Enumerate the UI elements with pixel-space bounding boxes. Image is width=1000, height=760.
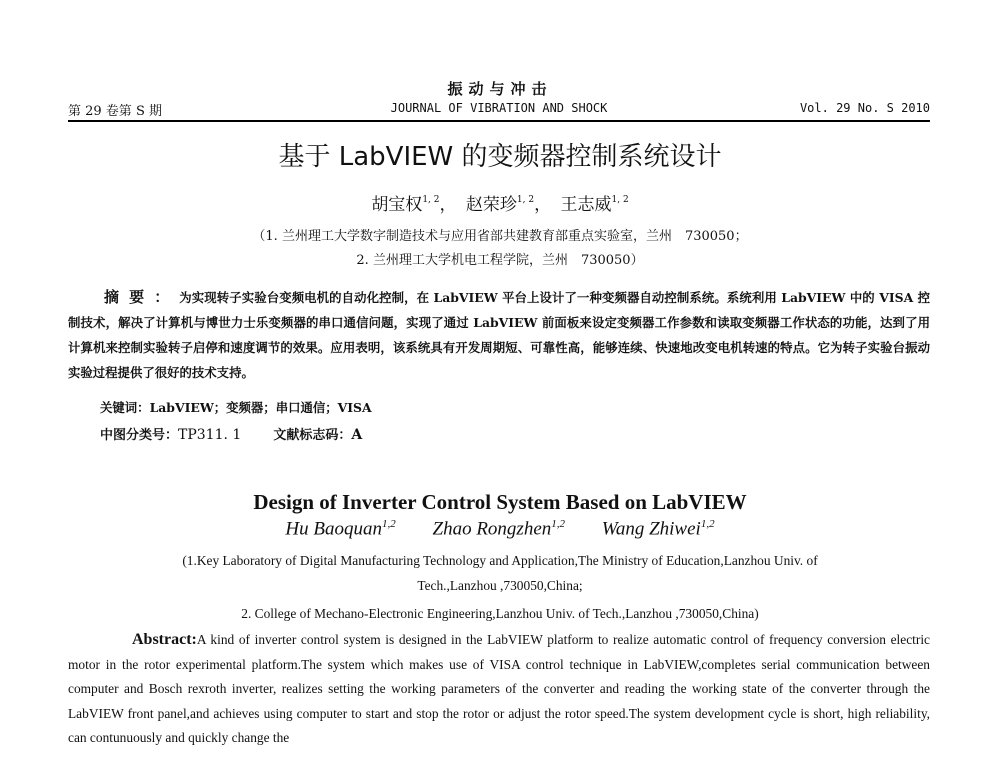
author-list-cn xyxy=(0,190,1000,215)
author-name: 赵荣珍 xyxy=(465,195,517,215)
author-name: 王志威 xyxy=(560,195,612,215)
author-affiliation-mark: 1,2 xyxy=(700,518,715,530)
abstract-text-cn: 为实现转子实验台变频电机的自动化控制，在 LabVIEW 平台上设计了一种变频器自动控制系统。系统利用 LabVIEW 中的 VISA 控制技术，解决了计算机与博世力士乐变频器的串口通信问题，实现了通过 LabVIEW 前面板来设定变频器工作参数和读取变频器工作状态的功能，达到了用计算机来控制实验转子启停和速度调节的效果。应用表明，该系统具有开发周期短、可靠性高，能够连续、快速地改变电机转速的特点。它为转子实验台振动实验过程提供了很好的技术支持。 xyxy=(68,290,930,380)
clc-value: TP311. 1 xyxy=(178,427,242,443)
author-name: Zhao Rongzhen xyxy=(432,518,552,540)
author-list-en xyxy=(0,518,1000,540)
affiliation-en-1b: Tech.,Lanzhou ,730050,China; xyxy=(417,578,583,593)
author-name: 胡宝权 xyxy=(371,195,423,215)
author-affiliation-mark: 1, 2 xyxy=(422,195,440,205)
affiliation-en-2: 2. College of Mechano-Electronic Engineering,Lanzhou Univ. of Tech.,Lanzhou ,730050,China) xyxy=(241,606,759,621)
author-separator: ， xyxy=(439,195,457,215)
author-affiliation-mark: 1,2 xyxy=(551,518,565,530)
author-name: Wang Zhiwei xyxy=(601,518,701,540)
journal-name-cn: 振动与冲击 xyxy=(447,80,553,98)
running-header xyxy=(68,98,930,122)
doc-code-value: A xyxy=(351,427,363,443)
paper-title-en: Design of Inverter Control System Based on LabVIEW xyxy=(253,490,747,514)
paper-title-cn: 基于 LabVIEW 的变频器控制系统设计 xyxy=(278,142,722,172)
keywords-cn xyxy=(100,398,372,416)
doc-code-label: 文献标志码： xyxy=(273,428,352,443)
abstract-label-en: Abstract: xyxy=(132,631,197,648)
abstract-text-en: A kind of inverter control system is designed in the LabVIEW platform to realize automatic control of frequency conversion electric motor in the rotor experimental platform.The system which makes use of VISA control technique in LabVIEW,completes serial communication between computer and Bosch rexroth inverter, realizes setting the working parameters of the converter and reading the working state of the converter through the LabVIEW front panel,and achieves using computer to start and stop the rotor or adjust the rotor speed.The system development cycle is short, high reliability, can contunuously and quickly change the xyxy=(68,632,930,745)
volume-issue-en: Vol. 29 No. S 2010 xyxy=(799,101,930,115)
affiliation-cn-2: 2. 兰州理工大学机电工程学院，兰州 730050） xyxy=(356,253,644,268)
journal-name-en: JOURNAL OF VIBRATION AND SHOCK xyxy=(390,101,608,115)
author-affiliation-mark: 1, 2 xyxy=(611,195,629,205)
affiliation-cn-1: （1. 兰州理工大学数字制造技术与应用省部共建教育部重点实验室，兰州 730050； xyxy=(252,229,748,244)
affiliation-en-1a: (1.Key Laboratory of Digital Manufacturing Technology and Application,The Ministry of Education,Lanzhou Univ. of xyxy=(182,553,818,568)
classification-cn xyxy=(100,424,362,443)
abstract-cn xyxy=(68,285,930,385)
abstract-en xyxy=(68,628,930,751)
keywords-text-cn: LabVIEW；变频器；串口通信；VISA xyxy=(149,400,372,415)
volume-issue-cn: 第 29 卷第 S 期 xyxy=(68,104,162,119)
author-affiliation-mark: 1, 2 xyxy=(516,195,535,205)
abstract-label-cn: 摘要： xyxy=(104,288,180,306)
author-affiliation-mark: 1,2 xyxy=(382,518,396,530)
keywords-label-cn: 关键词： xyxy=(100,400,150,415)
clc-label: 中图分类号： xyxy=(100,428,179,443)
author-separator: ， xyxy=(534,195,552,215)
author-name: Hu Baoquan xyxy=(285,518,382,540)
